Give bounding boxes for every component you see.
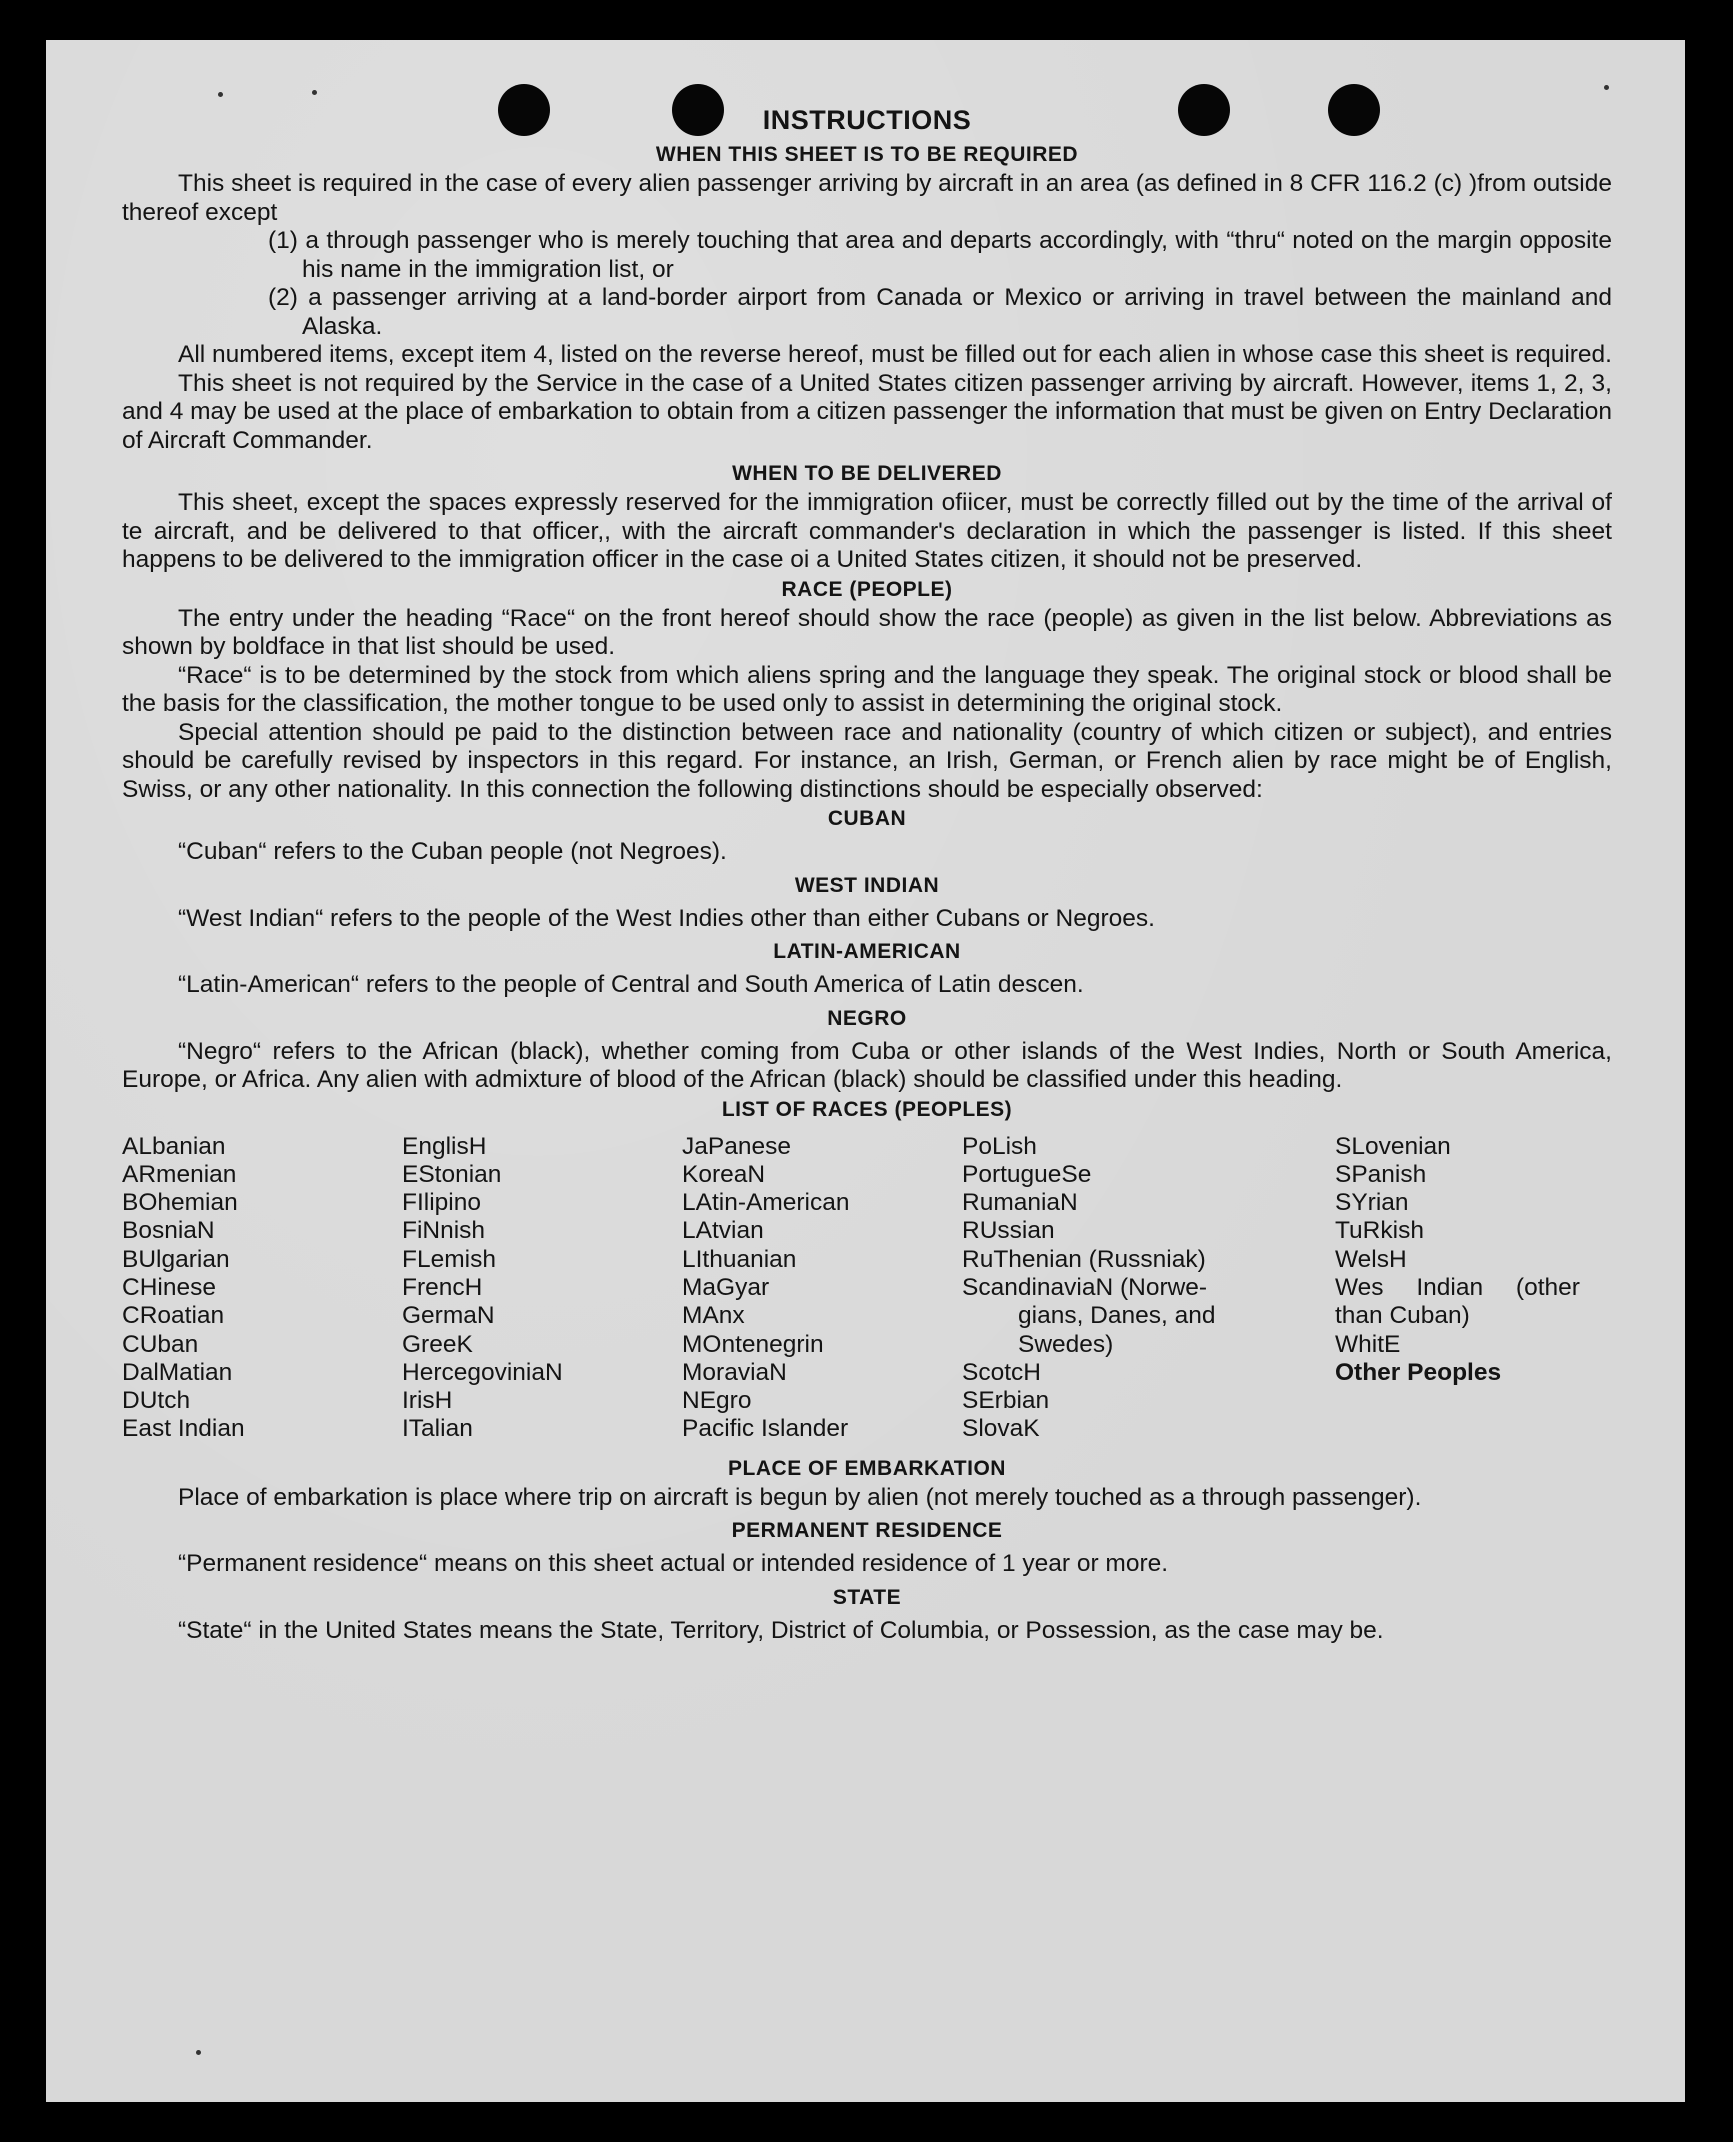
document-sheet xyxy=(46,40,1685,2102)
race-entry: SlovaK xyxy=(962,1415,1040,1443)
section-title-west-indian: WEST INDIAN xyxy=(794,873,940,897)
race-entry: RuThenian (Russniak) xyxy=(962,1245,1206,1273)
paragraph: “Permanent residence“ means on this sheet actual or intended residence of 1 year or more. xyxy=(178,1550,1169,1578)
race-entry: MaGyar xyxy=(682,1273,770,1301)
race-entry: LAtvian xyxy=(682,1217,764,1245)
paragraph: “Race“ is to be determined by the stock from which aliens spring and the language they speak. The original stock or blood shall be the basis for the classification, the mother tongue to be used only to assist in determining the original stock. xyxy=(122,661,1612,717)
section-title-latin-american: LATIN-AMERICAN xyxy=(773,940,961,963)
section-title-required: WHEN THIS SHEET IS TO BE REQUIRED xyxy=(655,143,1079,166)
section-title-residence: PERMANENT RESIDENCE xyxy=(731,1519,1003,1543)
paragraph: This sheet is required in the case of every alien passenger arriving by aircraft in an area (as defined in 8 CFR 116.2 (c) )from outside thereof except xyxy=(122,170,1612,226)
paragraph: “Cuban“ refers to the Cuban people (not Negroes). xyxy=(178,838,727,865)
races-column xyxy=(682,1133,962,1444)
race-entry: SYrian xyxy=(1335,1189,1409,1217)
section-title-embarkation: PLACE OF EMBARKATION xyxy=(728,1456,1006,1480)
race-entry: FLemish xyxy=(402,1245,496,1273)
race-entry: MOntenegrin xyxy=(682,1330,824,1358)
race-entry: than Cuban) xyxy=(1335,1302,1470,1330)
race-entry: CHinese xyxy=(122,1273,216,1301)
race-entry: CUban xyxy=(122,1330,199,1358)
race-entry: Wes Indian (other xyxy=(1335,1273,1580,1301)
race-entry: DalMatian xyxy=(122,1358,233,1386)
race-entry: IrisH xyxy=(402,1387,453,1415)
race-entry: MoraviaN xyxy=(682,1358,787,1386)
races-column xyxy=(122,1133,402,1444)
race-entry: WelsH xyxy=(1335,1245,1407,1273)
race-entry: SPanish xyxy=(1335,1160,1427,1188)
race-entry: gians, Danes, and xyxy=(1018,1302,1216,1330)
race-entry: NEgro xyxy=(682,1387,752,1415)
section-title-delivered: WHEN TO BE DELIVERED xyxy=(732,462,1002,485)
paragraph: “Negro“ refers to the African (black), whether coming from Cuba or other islands of the West Indies, North or South America, Europe, or Africa. Any alien with admixture of blood of the African (black) should be classified under this heading. xyxy=(122,1037,1612,1093)
section-title-race: RACE (PEOPLE) xyxy=(781,577,953,601)
page-title: INSTRUCTIONS xyxy=(762,105,972,135)
race-entry: FrencH xyxy=(402,1273,483,1301)
race-entry: ARmenian xyxy=(122,1160,237,1188)
race-entry: MAnx xyxy=(682,1302,745,1330)
paragraph: Special attention should pe paid to the distinction between race and nationality (country of which citizen or subject), and entries should be carefully revised by inspectors in this regard. For instance, an Irish, German, or French alien by race might be of English, Swiss, or any other nationality. In this connection the following distinctions should be especially observed: xyxy=(122,718,1612,803)
race-entry: Swedes) xyxy=(1018,1330,1114,1358)
list-item: (1) a through passenger who is merely touching that area and departs accordingly, with “thru“ noted on the margin opposite his name in the immigration list, or xyxy=(268,227,1612,283)
speck xyxy=(1604,85,1609,90)
race-entry: PoLish xyxy=(962,1132,1037,1160)
race-entry: ScandinaviaN (Norwe- xyxy=(962,1273,1208,1301)
list-item: (2) a passenger arriving at a land-border airport from Canada or Mexico or arriving in travel between the mainland and Alaska. xyxy=(268,284,1612,340)
race-entry: Pacific Islander xyxy=(682,1415,849,1443)
section-title-state: STATE xyxy=(832,1585,902,1609)
race-entry: GreeK xyxy=(402,1330,473,1358)
race-entry: GermaN xyxy=(402,1302,495,1330)
race-entry: BOhemian xyxy=(122,1189,238,1217)
race-entry: Other Peoples xyxy=(1335,1358,1502,1386)
race-entry: DUtch xyxy=(122,1387,191,1415)
speck xyxy=(196,2050,201,2055)
race-entry: RumaniaN xyxy=(962,1189,1078,1217)
races-table xyxy=(122,1133,1612,1444)
race-entry: JaPanese xyxy=(682,1132,791,1160)
paragraph: Place of embarkation is place where trip on aircraft is begun by alien (not merely touched as a through passenger). xyxy=(178,1483,1422,1511)
race-entry: ALbanian xyxy=(122,1132,226,1160)
race-entry: PortugueSe xyxy=(962,1160,1092,1188)
instructions-content xyxy=(122,100,1612,1645)
race-entry: RUssian xyxy=(962,1217,1055,1245)
race-entry: KoreaN xyxy=(682,1160,766,1188)
race-entry: EnglisH xyxy=(402,1132,487,1160)
race-entry: EStonian xyxy=(402,1160,502,1188)
speck xyxy=(218,92,223,97)
race-entry: LIthuanian xyxy=(682,1245,797,1273)
paragraph: This sheet, except the spaces expressly reserved for the immigration ofiicer, must be correctly filled out by the time of the arrival of te aircraft, and be delivered to that officer,, with the aircraft commander's declaration in which the passenger is listed. If this sheet happens to be delivered to the immigration officer in the case oi a United States citizen, it should not be preserved. xyxy=(122,489,1612,573)
paragraph: All numbered items, except item 4, listed on the reverse hereof, must be filled out for each alien in whose case this sheet is required. xyxy=(178,341,1612,368)
section-title-negro: NEGRO xyxy=(827,1006,907,1030)
speck xyxy=(312,90,317,95)
race-entry: East Indian xyxy=(122,1415,245,1443)
paragraph: “West Indian“ refers to the people of the West Indies other than either Cubans or Negroes. xyxy=(178,904,1155,932)
race-entry: CRoatian xyxy=(122,1302,225,1330)
race-entry: ScotcH xyxy=(962,1358,1041,1386)
race-entry: BUlgarian xyxy=(122,1245,230,1273)
race-entry: FIlipino xyxy=(402,1189,481,1217)
paragraph: This sheet is not required by the Service in the case of a United States citizen passenger arriving by aircraft. However, items 1, 2, 3, and 4 may be used at the place of embarkation to obtain from a citizen passenger the information that must be given on Entry Declaration of Aircraft Commander. xyxy=(122,369,1612,454)
race-entry: WhitE xyxy=(1335,1330,1401,1358)
paragraph: “Latin-American“ refers to the people of Central and South America of Latin descen. xyxy=(178,971,1084,998)
race-entry: TuRkish xyxy=(1335,1217,1424,1245)
section-title-cuban: CUBAN xyxy=(827,807,907,830)
section-title-list-of-races: LIST OF RACES (PEOPLES) xyxy=(721,1097,1013,1121)
races-column xyxy=(1335,1133,1612,1444)
races-column xyxy=(402,1133,682,1444)
race-entry: LAtin-American xyxy=(682,1189,850,1217)
race-entry: HercegoviniaN xyxy=(402,1358,563,1386)
paragraph: “State“ in the United States means the State, Territory, District of Columbia, or Possession, as the case may be. xyxy=(178,1616,1384,1644)
race-entry: SLovenian xyxy=(1335,1132,1451,1160)
race-entry: BosniaN xyxy=(122,1217,215,1245)
paragraph: The entry under the heading “Race“ on the front hereof should show the race (people) as given in the list below. Abbreviations as shown by boldface in that list should be used. xyxy=(122,604,1612,660)
race-entry: FiNnish xyxy=(402,1217,486,1245)
races-column xyxy=(962,1133,1335,1444)
race-entry: ITalian xyxy=(402,1415,473,1443)
race-entry: SErbian xyxy=(962,1387,1050,1415)
